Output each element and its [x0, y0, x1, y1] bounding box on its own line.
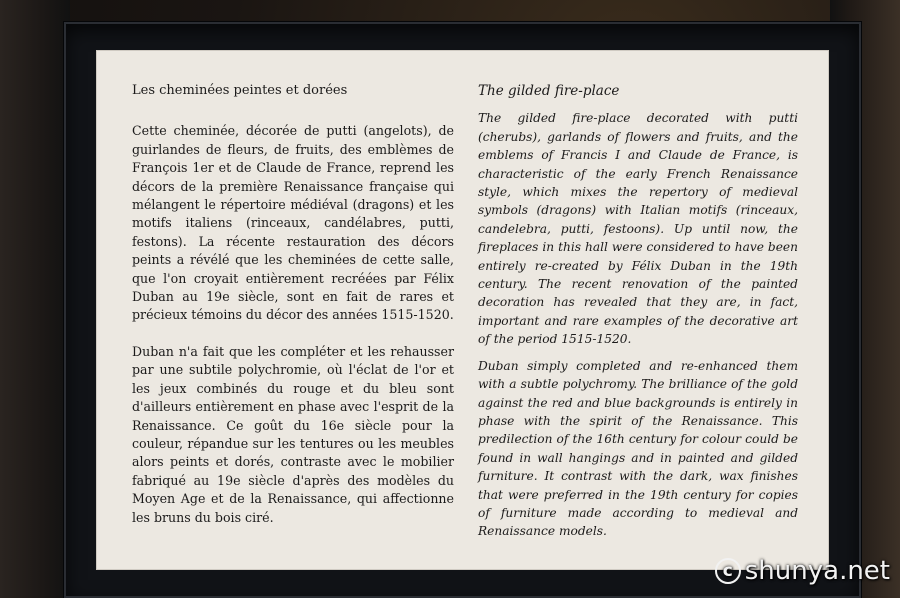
english-heading: The gilded fire-place	[478, 83, 620, 99]
french-paragraph-2: Duban n'a fait que les compléter et les rehausser par une subtile polychromie, où l'éclat de l'or et les jeux combinés du rouge et du bleu sont d'ailleurs entièrement en phase avec l'esprit de la Renaissance. Ce goût du 16e siècle pour la couleur, répandue sur les tentures ou les meubles alors peints et dorés, contraste avec le mobilier fabriqué au 19e siècle d'après des modèles du Moyen Age et de la Renaissance, qui affectionne les bruns du bois ciré.	[132, 343, 454, 525]
copyright-icon: c	[715, 558, 741, 584]
sign-frame	[64, 22, 861, 598]
french-paragraph-1: Cette cheminée, décorée de putti (angelots), de guirlandes de fleurs, de fruits, des emblèmes de François 1er et de Claude de France, reprend les décors de la première Renaissance française qui mélangent le répertoire médiéval (dragons) et les motifs italiens (rinceaux, candélabres, putti, festons). La récente restauration des décors peints a révélé que les cheminées de cette salle, que l'on croyait entièrement recréées par Félix Duban au 19e siècle, sont en fait de rares et précieux témoins du décor des années 1515-1520.	[132, 123, 454, 323]
watermark	[715, 556, 890, 586]
sign-panel	[96, 50, 829, 570]
watermark-text: shunya.net	[744, 556, 890, 586]
french-column	[132, 82, 454, 545]
background-wall-left	[0, 0, 70, 598]
english-paragraph-2: Duban simply completed and re-enhanced them with a subtle polychromy. The brilliance of the gold against the red and blue backgrounds is entirely in phase with the spirit of the Renaissance. This predilection of the 16th century for colour could be found in wall hangings and in painted and gilded furniture. It contrast with the dark, wax finishes that were preferred in the 19th century for copies of furniture made according to medieval and Renaissance models.	[478, 358, 798, 539]
english-column	[478, 82, 798, 549]
french-heading: Les cheminées peintes et dorées	[132, 83, 348, 98]
english-paragraph-1: The gilded fire-place decorated with putti (cherubs), garlands of flowers and fruits, and the emblems of Francis I and Claude de France, is characteristic of the early French Renaissance style, which mixes the repertory of medieval symbols (dragons) with Italian motifs (rinceaux, candelebra, putti, festoons). Up until now, the fireplaces in this hall were considered to have been entirely re-created by Félix Duban in the 19th century. The recent renovation of the painted decoration has revealed that they are, in fact, important and rare examples of the decorative art of the period 1515-1520.	[478, 111, 798, 347]
